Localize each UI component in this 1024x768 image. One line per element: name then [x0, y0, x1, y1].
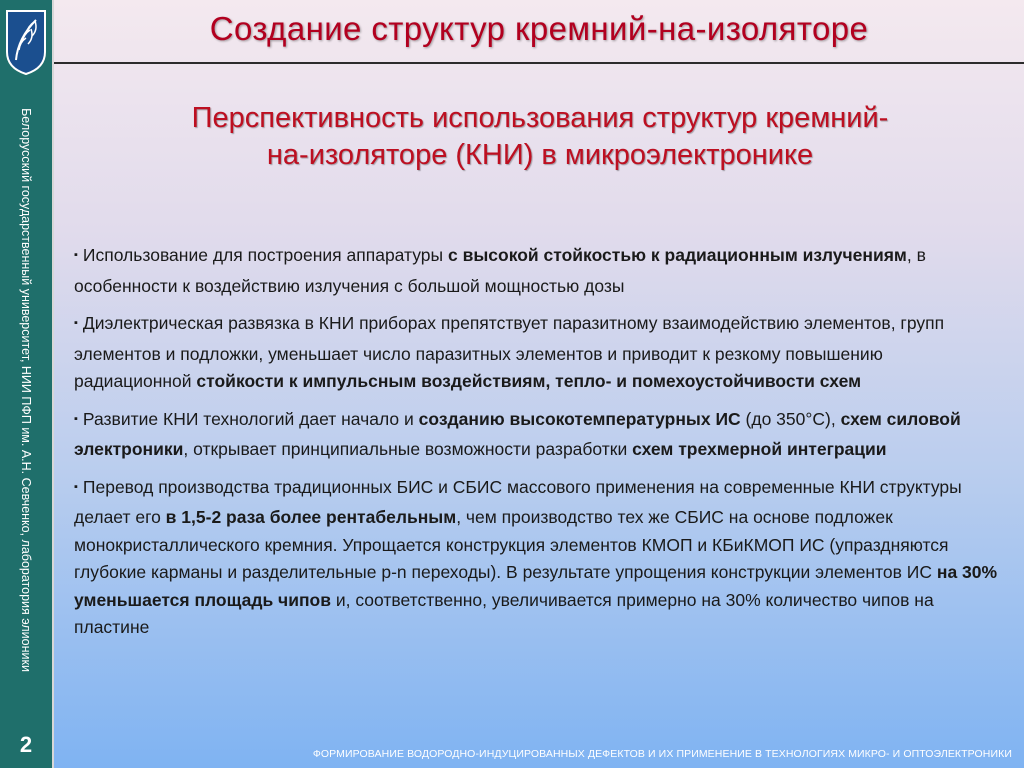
header-divider — [54, 62, 1024, 64]
bullet-list — [74, 242, 1000, 652]
slide-footer: ФОРМИРОВАНИЕ ВОДОРОДНО-ИНДУЦИРОВАННЫХ ДЕФЕКТОВ И ИХ ПРИМЕНЕНИЕ В ТЕХНОЛОГИЯХ МИКРО- И ОПТОЭЛЕКТРОНИКИ — [312, 748, 1012, 760]
sidebar — [0, 0, 54, 768]
bullet-item: ▪ Развитие КНИ технологий дает начало и созданию высокотемпературных ИС (до 350°С), схем силовой электроники, открывает принципиальные возможности разработки схем трехмерной интеграции — [74, 408, 961, 459]
bullet-item: ▪ Диэлектрическая развязка в КНИ приборах препятствует паразитному взаимодействию элементов, групп элементов и подложки, уменьшает число паразитных элементов и приводит к резкому повышению радиационной стойкости к импульсным воздействиям, тепло- и помехоустойчивости схем — [74, 313, 945, 391]
sidebar-vertical-text — [2, 90, 50, 690]
bullet-item: ▪ Перевод производства традиционных БИС и СБИС массового применения на современные КНИ структуры делает его в 1,5-2 раза более рентабельным, чем производство тех же СБИС на основе подложек монокристаллического кремния. Упрощается конструкция элементов КМОП и КБиКМОП ИС (упраздняются глубокие карманы и разделительные p-n переходы). В результате упрощения конструкции элементов ИС на 30% уменьшается площадь чипов и, соответственно, увеличивается примерно на 30% количество чипов на пластине — [74, 476, 998, 637]
bullet-item: ▪ Использование для построения аппаратуры с высокой стойкостью к радиационным излучениям, в особенности к воздействию излучения с большой мощностью дозы — [74, 245, 926, 296]
university-logo-icon — [4, 8, 48, 76]
slide-title: Создание структур кремний-на-изоляторе — [209, 10, 869, 47]
bullet-marker-icon: ▪ — [74, 480, 78, 493]
page-number: 2 — [19, 732, 33, 757]
subtitle-line-1: Перспективность использования структур кремний- — [191, 102, 889, 134]
institution-label: Белорусский государственный университет, НИИ ПФП им. А.Н. Севченко, лаборатория элионики — [19, 108, 33, 672]
bullet-marker-icon: ▪ — [74, 412, 78, 425]
subtitle-line-2: на-изоляторе (КНИ) в микроэлектронике — [266, 139, 814, 171]
bullet-marker-icon: ▪ — [74, 317, 78, 329]
bullet-marker-icon: ▪ — [74, 249, 78, 261]
slide-header — [54, 0, 1024, 62]
slide-subtitle — [90, 100, 990, 174]
